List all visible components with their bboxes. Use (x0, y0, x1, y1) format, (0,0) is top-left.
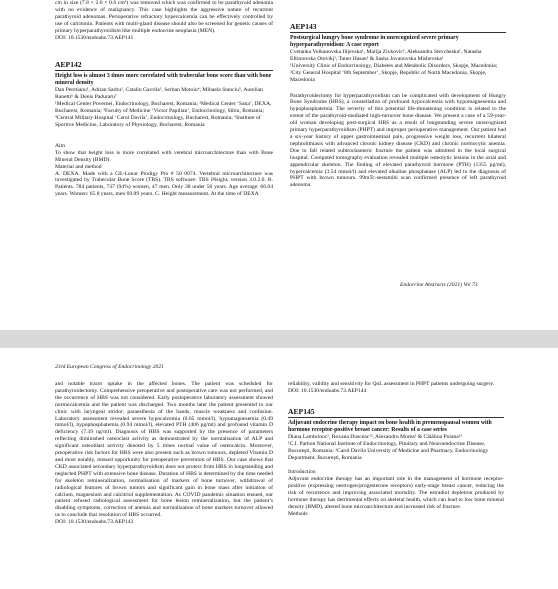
introduction-text: Adjuvant endocrine therapy has an important role in the management of hormone receptor-positive (expressing oestrogen/progesterone receptors) early-stage breast cancer, reducing the risk of recurrence and improving associated mortality. The estradiol depletion produced by hormone therapy has detrimental effects on skeletal health, which can lead to low bone mineral density (BMD), altered bone microarchitecture and increased risk of fracture. (288, 476, 504, 510)
continued-abstract-text: cm in size (7.8 × 2.6 × 0.6 cm³) was removed which was confirmed to be parathyroid adenoma with no evidence of malignancy. This case highlights the aggressive nature of recurrent parathyroid adenomas. Perioperative refractory hypercalcemia can be effectively controlled by use of calcitonin. Patients with multi-gland disease should also be screened for genetic causes of primary hyperparathyroidism like multiple endocrine neoplasia (MEN). (55, 0, 273, 34)
abstract-title-aep142: Height loss is almost 3 times more correlated with trabecular bone score than with bone mineral density (55, 73, 272, 87)
section-heading-aim: Aim (55, 142, 65, 149)
abstract-divider (55, 70, 273, 71)
page-footer: Endocrine Abstracts (2021) Vol 73 (400, 282, 478, 288)
continued-abstract-text: reliability, validity and sensitivity for QoL assessment in PHPT patients undergoing surgery. (288, 381, 495, 387)
abstract-title-aep145: Adjuvant endocrine therapy impact on bone health in premenopausal women with hormone receptor-positive breast cancer: Results of a case series (288, 419, 492, 433)
doi-aep143[interactable]: DOI: 10.1530/endoabs.73.AEP143 (55, 519, 134, 526)
abstract-divider (290, 32, 506, 33)
abstract-divider (288, 417, 504, 418)
section-heading-methods: Material and method (55, 163, 102, 170)
journal-page-lower (0, 348, 558, 589)
abstract-title-aep143: Postsurgical hungry bone syndrome in unrecognized severe primary hyperparathyroidism: A case report (290, 35, 459, 48)
abstract-affiliations-aep142: ¹Medical Center Povernei, Endocrinology, Bucharest, Romania; ²Medical Center ‘Sana’, DEXA, Bucharest, Romania; ³Faculty of Medicine ‘Victor Papilian’, Endocrinology, Sibiu, Romania; ⁴Central Military Hospital ‘Carol Davila’, Endocrinology, Bucharest, Romania; ⁵Institute of Sportive Medicine, Laboratory of Physiology, Bucharest, Romania (55, 101, 272, 128)
abstract-authors-aep142: Dan Peretianu¹, Adrian Sarbu², Catalin Gavrila³, Serban Motoiu⁴, Mihaela Stanciu⁵, Aurelian Ranetti⁶ & Denis Paduraru⁷ (55, 87, 263, 101)
left-column (55, 0, 273, 198)
abstract-id-aep143: AEP143 (290, 22, 317, 31)
abstract-id-aep145: AEP145 (288, 406, 315, 416)
left-column (55, 381, 273, 526)
continued-abstract-text: and notable tracer uptake in the affected bones. The patient was scheduled for parathyroidectomy. Comprehensive preoperative and postoperative care was not performed, and the occurrence of HBS was not considered. Early postoperative laboratory assessment showed normocalcemia and the patient was discharged. Two months later the patient presented to our clinic with laryngeal stridor, paraesthesia of the hands, muscle weakness and confusion. Laboratory assessment revealed severe hypocalcemia (0.65 mmol/l), hypomagnesemia (0.49 mmol/l), hypophosphatemia (0.94 mmol/l), elevated PTH (406 pg/ml) and profound vitamin D deficiency (7.39 ng/ml). Diagnosis of HBS was supported by the presence of parameters reflecting diminished osteoclast activity as demonstrated by the normalisation of ALP and significant osteoblast activity denoted by 5 times normal value of osteocalcin. Moreover, preoperative risk factors for HBS were also present such as brown tumours, depleted Vitamin D and most notably, missed opportunity for preoperative prevention of HBS. Our case shows that CKD associated secondary hyperparathyroidism does not protect from HBS in longstanding and neglected PHPT with extensive bone disease. Duration of HBS is determined by the time needed for skeleton remineralization, normalisation of markers of bone turnover, withdrawal of radiological features of brown tumors and significant gain in bone mass after initiation of calcium, magnesium and calcitriol supplementation. As COVID pandemic situation ensued, our patient refused radiological assessment for bone lesion remineralization, but the patient’s disabling symptoms, correction of anemia and normalization of bone markers turnover allowed us to conclude that resolution of HBS occurred. (55, 381, 273, 519)
abstract-affiliations-aep143: ¹University Clinic of Endocrinology, Diabetes and Metabolic Disorders, Skopje, Macedonia; ²City General Hospital ‘8th September’, Skopje, Republic of North Macedonia, Skopje, Macedonia (290, 62, 498, 83)
abstract-authors-aep143: Cvetanka Volkanovska Ilijevska¹, Marija Zivkovic¹, Aleksandra Stevcheska¹, Natasha Eftimovska Otovikj¹, Taner Hasan¹ & Sasha Jovanovska Mishevska¹ (290, 49, 482, 62)
section-heading-introduction: Introduction (288, 469, 316, 476)
doi-aep141[interactable]: DOI: 10.1530/endoabs.73.AEP141 (55, 34, 134, 41)
right-column (288, 381, 504, 518)
abstract-authors-aep145: Diana Lambrinoc¹, Roxana Dusceac¹², Alexandru Morea¹ & Cătălina Poiana¹² (288, 433, 463, 440)
right-column (290, 22, 506, 189)
aim-text: To show that height loss is more correlated with vetebral microarchitecture than with Bone Mineral Density (BMD). (55, 149, 273, 163)
abstract-body-aep143: Parathyroidectomy for hyperparathyroidism can be complicated with development of Hungry Bone Syndrome (HBS), a constellation of profound hypocalcemia with hypomagnesemia and hypophosphatemia. The severity of this potential life-threatening condition is related to the extent of the parathyroid-mediated high-turnover bone disease. We present a case of a 59-year-old woman developing post-surgical HBS as a result of longstanding severe unrecognized primary hyperparathyroidism (PHPT) and improper perioperative management. Our patient had a six-year history of upper gastrointestinal pain, progressive weight loss, recurrent bilateral nephrolithiasis with advanced chronic kidney disease (CKD) and chronic normocytic anemia. Due to fall related subtrochanteric fracture the patient was admitted in the local surgical hospital. Computed tomography evaluation revealed multiple osteolytic lesions in the axial and appendicular skeleton. The finding of elevated parathyroid hormone (PTH) (1355 pg/ml), hypercalcemia (3.54 mmol/l) and elevated alkaline phosphatase (ALP) led to the diagnosis of PHPT with brown tumours. 99mTc-sestamibi scan confirmed presence of left parathyroid adenoma (290, 92, 506, 189)
section-heading-methods: Methods (288, 510, 308, 517)
page-header: 23rd European Congress of Endocrinology 2021 (55, 364, 164, 370)
methods-text: A. DEXA. Made with a GE-Lunar Prodigy Pro # 50 0074. Vertebral microarchitecture was investigated by Trabecular Bone Score (TBS). TBS software: TBS iNsight, version 3.0.2.0. B. Patients. 784 patients, 737 (94%) women, 47 men. Only 38 under 50 years. Age average: 66.04 years. Women: 65.8 years, men 69.89 years. C. Height measurement. At the time of DEXA (55, 170, 273, 198)
page-separator (0, 330, 558, 348)
abstract-id-aep142: AEP142 (55, 60, 82, 70)
abstract-affiliations-aep145: ¹C.I. Parhon National Institute of Endocrinology, Pituitary and Neuroendocrine Disease, Bucureşti, Romania; ²Carol Davila University of Medicine and Pharmacy, Endocrinology Department, Bucureşti, Romania (288, 440, 489, 461)
doi-aep144[interactable]: DOI: 10.1530/endoabs.73.AEP144 (288, 387, 367, 394)
